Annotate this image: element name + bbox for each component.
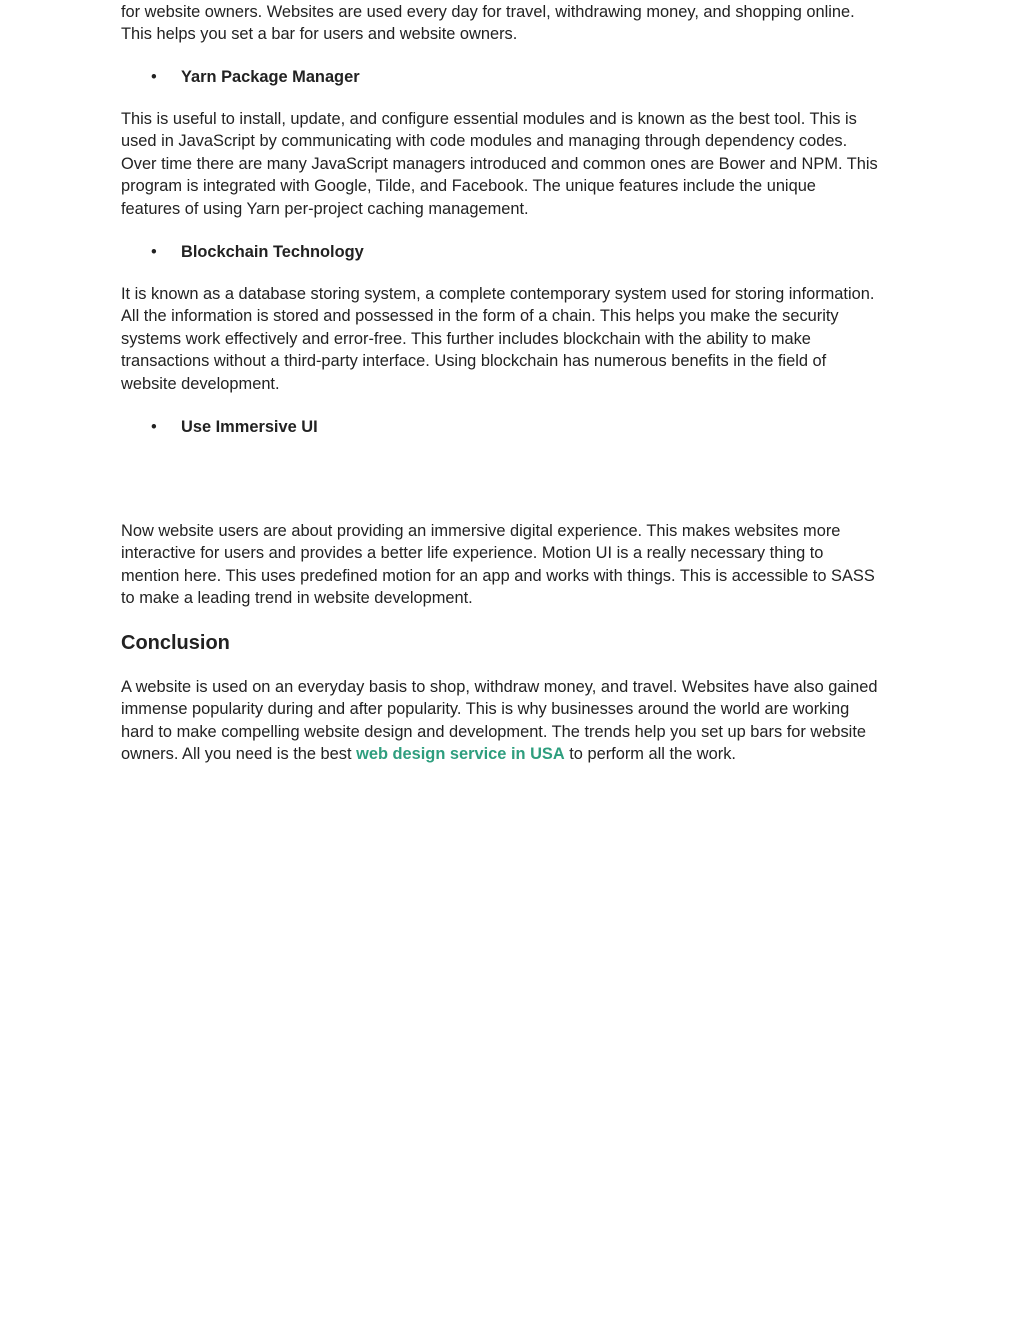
intro-paragraph — [121, 1, 911, 46]
bullet-label: Blockchain Technology — [181, 243, 364, 261]
web-design-service-link[interactable]: web design service in USA — [356, 745, 565, 764]
text-line: hard to make compelling website design and development. The trends help you set up bars for website — [121, 722, 866, 741]
text-line-suffix: to perform all the work. — [564, 745, 736, 764]
text-line: Over time there are many JavaScript managers introduced and common ones are Bower and NPM. This — [121, 154, 878, 173]
text-line: This helps you set a bar for users and website owners. — [121, 25, 518, 44]
text-line-prefix: owners. All you need is the best — [121, 745, 357, 764]
yarn-paragraph — [121, 108, 911, 220]
text-line: used in JavaScript by communicating with code modules and managing through dependency codes. — [121, 132, 848, 151]
text-line: to make a leading trend in website development. — [121, 589, 473, 608]
text-line: This is useful to install, update, and configure essential modules and is known as the best tool. This is — [121, 110, 857, 128]
bullet-icon: • — [151, 68, 157, 86]
text-line: Now website users are about providing an immersive digital experience. This makes websites more — [121, 522, 841, 540]
bullet-yarn-package-manager — [151, 66, 851, 88]
text-line: program is integrated with Google, Tilde, and Facebook. The unique features include the unique — [121, 177, 816, 196]
text-line: for website owners. Websites are used every day for travel, withdrawing money, and shopping online. — [121, 3, 855, 21]
text-line: interactive for users and provides a better life experience. Motion UI is a really necessary thing to — [121, 544, 824, 563]
bullet-use-immersive-ui — [151, 416, 851, 438]
text-line: features of using Yarn per-project caching management. — [121, 199, 529, 218]
bullet-label: Use Immersive UI — [181, 418, 318, 436]
immersive-ui-paragraph — [121, 520, 911, 610]
text-line: immense popularity during and after popularity. This is why businesses around the world are working — [121, 700, 850, 719]
text-line: website development. — [121, 374, 280, 393]
text-line: systems work effectively and error-free. This further includes blockchain with the ability to make — [121, 329, 811, 348]
bullet-label: Yarn Package Manager — [181, 68, 360, 86]
text-line: transactions without a third-party interface. Using blockchain has numerous benefits in the field of — [121, 352, 827, 371]
blockchain-paragraph — [121, 283, 911, 395]
conclusion-heading: Conclusion — [121, 632, 230, 654]
text-line: It is known as a database storing system, a complete contemporary system used for storing information. — [121, 285, 875, 303]
text-line: All the information is stored and possessed in the form of a chain. This helps you make the security — [121, 307, 839, 326]
text-line: A website is used on an everyday basis to shop, withdraw money, and travel. Websites have also gained — [121, 678, 878, 696]
bullet-blockchain-technology — [151, 241, 851, 263]
text-line: mention here. This uses predefined motion for an app and works with things. This is accessible to SASS — [121, 566, 875, 585]
conclusion-paragraph — [121, 676, 911, 766]
bullet-icon: • — [151, 418, 157, 436]
bullet-icon: • — [151, 243, 157, 261]
